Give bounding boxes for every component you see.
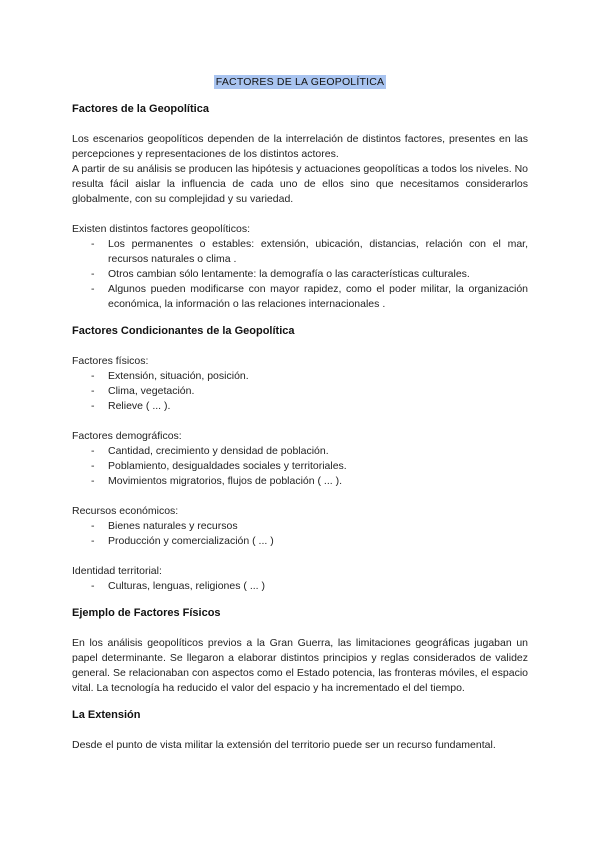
bullet-list <box>72 444 528 489</box>
bullet-list <box>72 519 528 549</box>
list-item: - Producción y comercialización ( ... ) <box>72 534 528 549</box>
paragraph: En los análisis geopolíticos previos a la Gran Guerra, las limitaciones geográficas jugaban un papel determinante. Se llegaron a elaborar distintos principios y reglas considerados de validez general. Se relacionaban con aspectos como el Estado potencia, las fronteras móviles, el espacio vital. La tecnología ha reducido el valor del espacio y ha incrementado el del tiempo. <box>72 637 528 694</box>
list-item: - Extensión, situación, posición. <box>72 369 528 384</box>
title-wrapper <box>72 72 528 88</box>
group-label: Factores físicos: <box>72 355 149 367</box>
section-heading-ejemplo: Ejemplo de Factores Físicos <box>72 607 221 619</box>
list-item: - Algunos pueden modificarse con mayor rapidez, como el poder militar, la organización económica, la información o las relaciones internacionales . <box>72 282 528 312</box>
section-heading-extension: La Extensión <box>72 709 141 721</box>
list-intro: Existen distintos factores geopolíticos: <box>72 223 251 235</box>
group-label: Factores demográficos: <box>72 430 182 442</box>
list-item: - Movimientos migratorios, flujos de población ( ... ). <box>72 474 528 489</box>
paragraph: Desde el punto de vista militar la extensión del territorio puede ser un recurso fundamental. <box>72 739 496 751</box>
group-label: Recursos económicos: <box>72 505 179 517</box>
list-item: - Relieve ( ... ). <box>72 399 528 414</box>
bullet-list <box>72 579 528 594</box>
group-label: Identidad territorial: <box>72 565 162 577</box>
list-item: - Los permanentes o estables: extensión, ubicación, distancias, relación con el mar, recursos naturales o clima . <box>72 237 528 267</box>
section-heading-condicionantes: Factores Condicionantes de la Geopolítica <box>72 325 295 337</box>
section-heading-factores: Factores de la Geopolítica <box>72 103 209 115</box>
list-item: - Otros cambian sólo lentamente: la demografía o las características culturales. <box>72 267 528 282</box>
list-item: - Clima, vegetación. <box>72 384 528 399</box>
bullet-list <box>72 369 528 414</box>
bullet-list <box>72 237 528 312</box>
document-title: FACTORES DE LA GEOPOLÍTICA <box>215 76 385 88</box>
paragraph: A partir de su análisis se producen las hipótesis y actuaciones geopolíticas a todos los niveles. No resulta fácil aislar la influencia de cada uno de ellos sino que necesitamos considerarlos globalmente, con su complejidad y su variedad. <box>72 163 528 205</box>
list-item: - Culturas, lenguas, religiones ( ... ) <box>72 579 528 594</box>
paragraph: Los escenarios geopolíticos dependen de la interrelación de distintos factores, presentes en las percepciones y representaciones de los distintos actores. <box>72 133 528 160</box>
list-item: - Poblamiento, desigualdades sociales y territoriales. <box>72 459 528 474</box>
list-item: - Cantidad, crecimiento y densidad de población. <box>72 444 528 459</box>
list-item: - Bienes naturales y recursos <box>72 519 528 534</box>
